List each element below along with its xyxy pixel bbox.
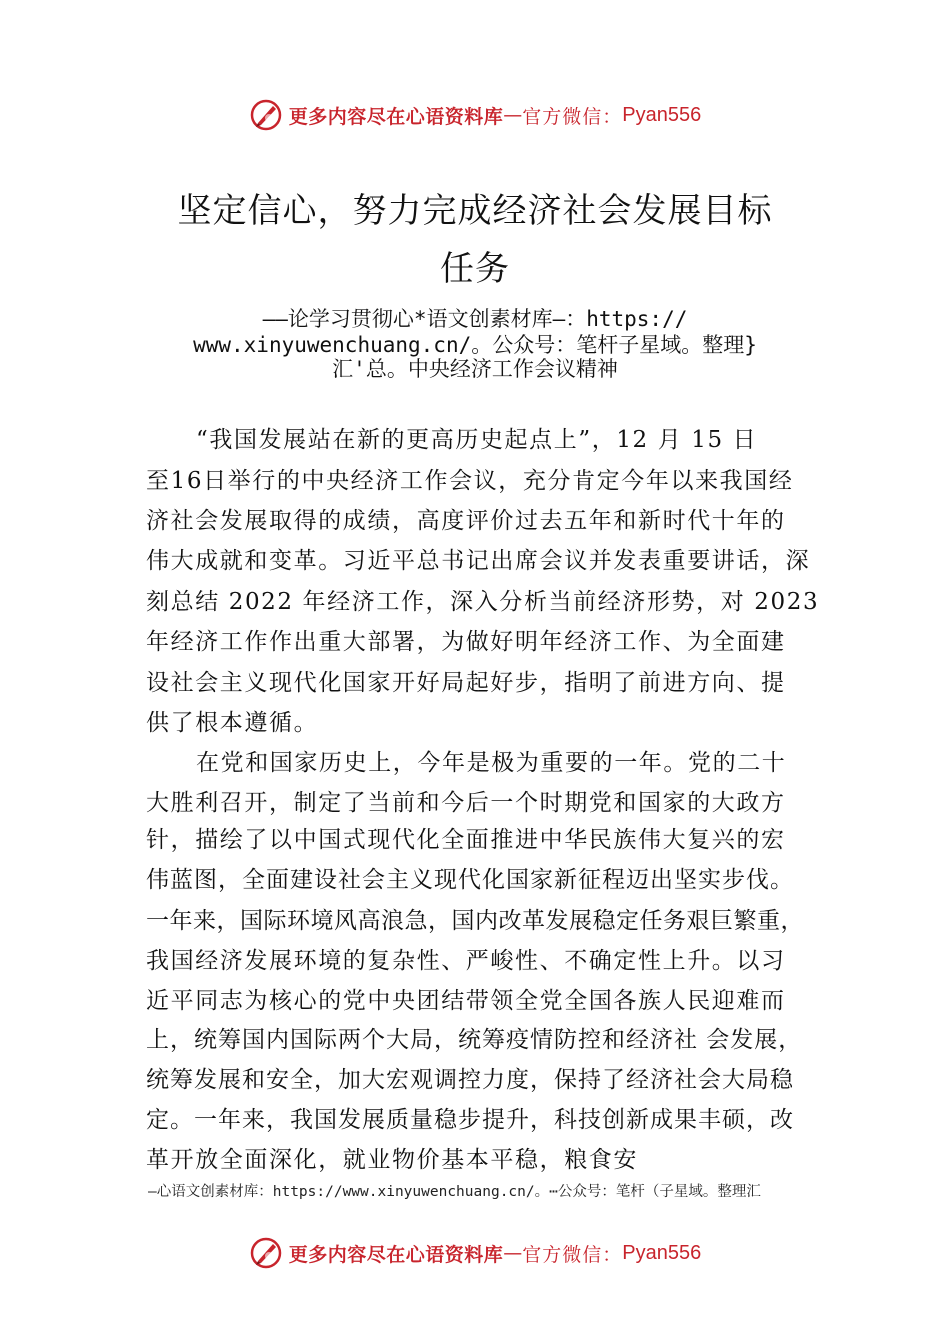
pen-logo-icon [249,1236,283,1270]
body-line: 设社会主义现代化国家开好局起好步，指明了前进方向、提 [146,670,786,696]
header-banner [0,95,950,135]
banner-separator: — [503,1242,523,1264]
body-line: “我国发展站在新的更高历史起点上”，12 月 15 日 [196,427,758,453]
body-line: 我国经济发展环境的复杂性、严峻性、不确定性上升。以习 [146,948,786,974]
footnote: —心语文创素材库：https://www.xinyuwenchuang.cn/。⋯公众号：笔杆（子星域。整理汇 [148,1184,761,1200]
banner-wechat-id: Pyan556 [622,1241,702,1264]
body-line: 刻总结 2022 年经济工作，深入分析当前经济形势，对 2023 [146,589,820,615]
body-line: 近平同志为核心的党中央团结带领全党全国各族人民迎难而 [146,988,786,1014]
page-title-line2: 任务 [440,249,510,289]
footer-banner [0,1233,950,1273]
banner-wechat-id: Pyan556 [622,103,702,126]
body-line: 上，统筹国内国际两个大局，统筹疫情防控和经济社 会发展， [146,1027,803,1053]
pen-logo-icon [249,98,283,132]
subtitle-line2: www.xinyuwenchuang.cn/。公众号：笔杆子星域。整理} [193,333,757,357]
body-line: 大胜利召开，制定了当前和今后一个时期党和国家的大政方 [146,790,786,816]
subtitle-line1: ——论学习贯彻心*语文创素材库—：https:// [262,307,688,331]
page-title-line1: 坚定信心，努力完成经济社会发展目标 [177,191,773,231]
body-line: 伟大成就和变革。习近平总书记出席会议并发表重要讲话，深 [146,548,811,574]
body-line: 至16日举行的中央经济工作会议，充分肯定今年以来我国经 [146,468,794,494]
body-line: 供了根本遵循。 [146,710,319,736]
body-line: 定。一年来，我国发展质量稳步提升，科技创新成果丰硕，改 [146,1107,794,1133]
body-line: 革开放全面深化，就业物价基本平稳，粮食安 [146,1147,638,1173]
body-line: 统筹发展和安全，加大宏观调控力度，保持了经济社会大局稳 [146,1067,794,1093]
body-line: 在党和国家历史上，今年是极为重要的一年。党的二十 [196,750,787,776]
banner-contact-label: 官方微信： [522,105,623,128]
banner-contact-label: 官方微信： [522,1243,623,1266]
banner-library-text: 更多内容尽在心语资料库 [288,105,504,128]
banner-separator: — [503,104,523,126]
subtitle-line3: 汇'总。中央经济工作会议精神 [332,357,618,381]
body-line: 针，描绘了以中国式现代化全面推进中华民族伟大复兴的宏 [146,827,786,853]
banner-library-text: 更多内容尽在心语资料库 [288,1243,504,1266]
body-line: 年经济工作作出重大部署，为做好明年经济工作、为全面建 [146,629,786,655]
body-line: 一年来，国际环境风高浪急，国内改革发展稳定任务艰巨繁重， [146,908,804,934]
body-line: 伟蓝图，全面建设社会主义现代化国家新征程迈出坚实步伐。 [146,867,794,893]
body-line: 济社会发展取得的成绩，高度评价过去五年和新时代十年的 [146,508,786,534]
